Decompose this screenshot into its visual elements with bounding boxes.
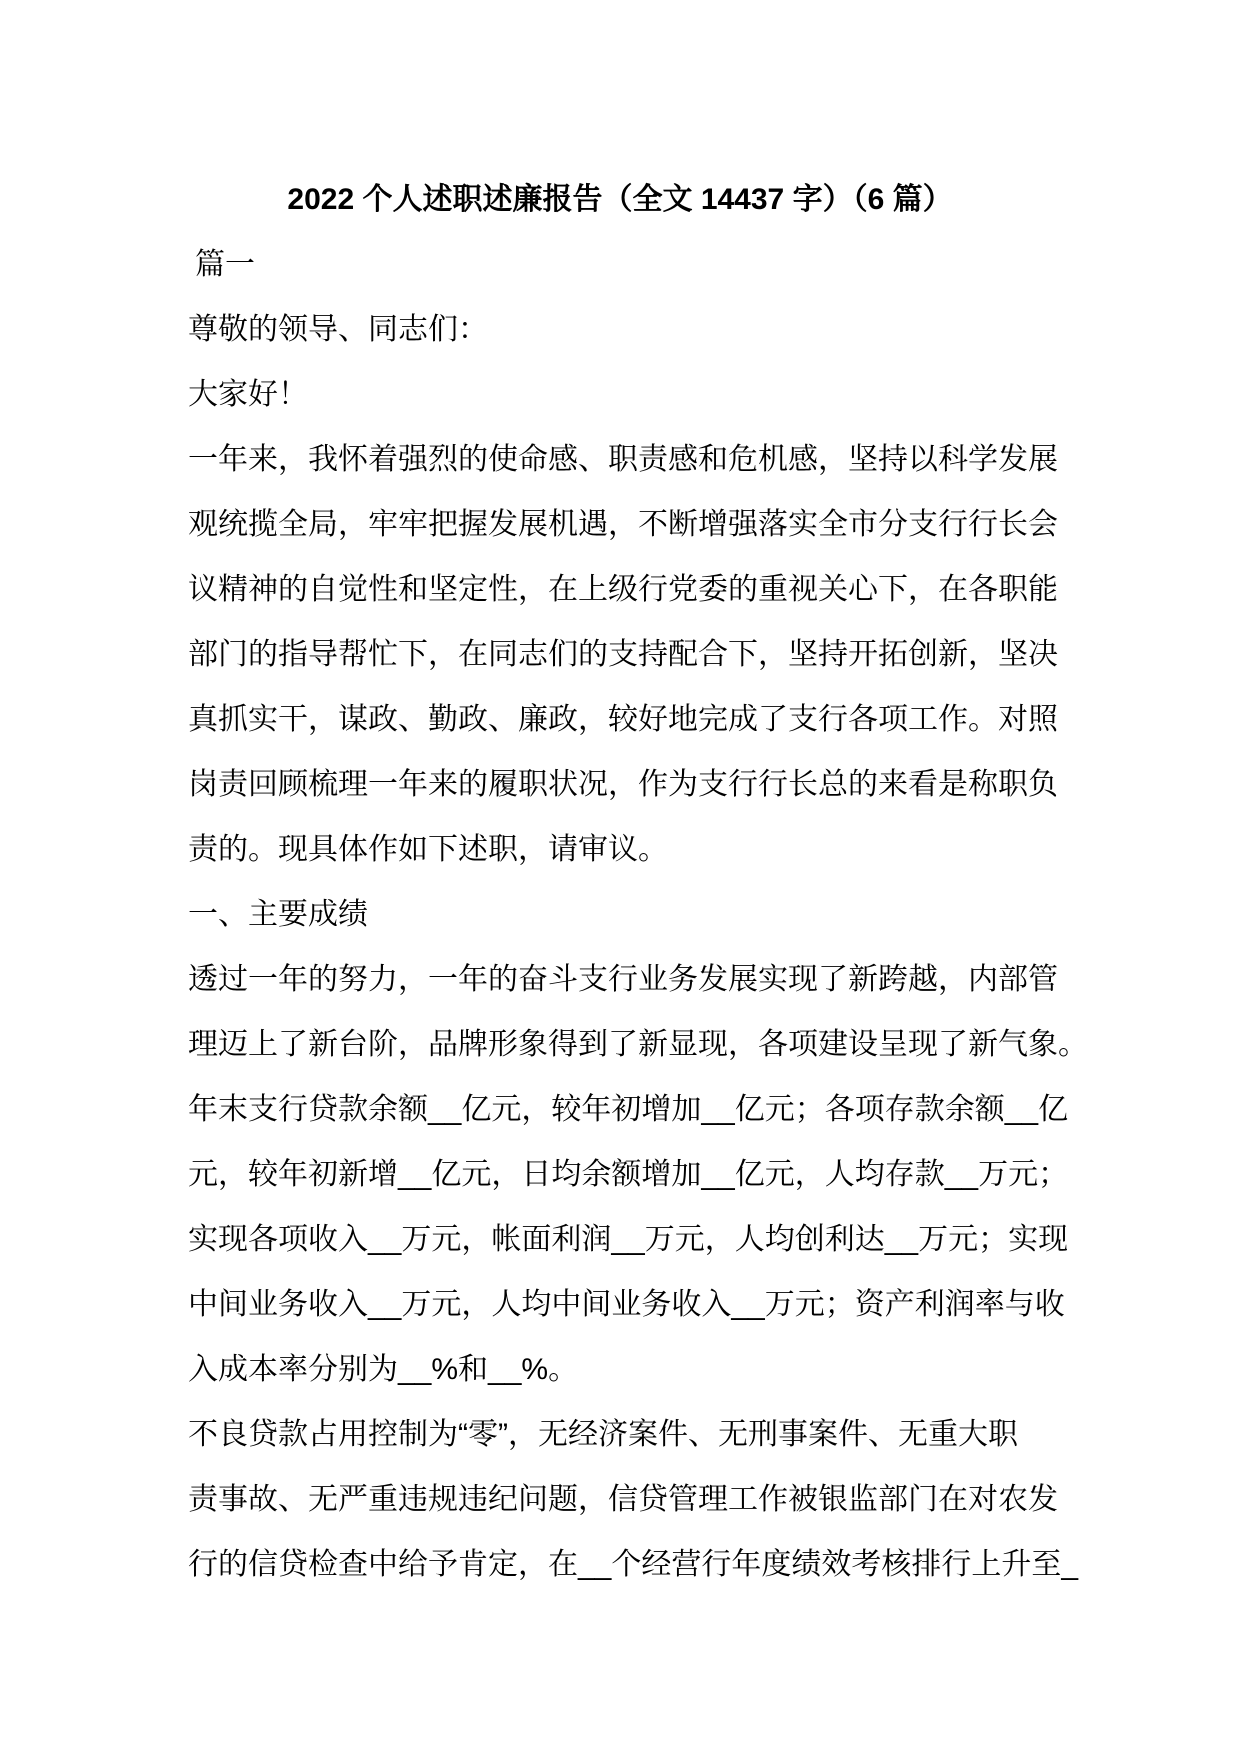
text-line: 责事故、无严重违规违纪问题，信贷管理工作被银监部门在对农发: [188, 1483, 1058, 1516]
text-line: 部门的指导帮忙下，在同志们的支持配合下，坚持开拓创新，坚决: [188, 638, 1058, 671]
text-line: 实现各项收入__万元，帐面利润__万元，人均创利达__万元；实现: [188, 1223, 1069, 1256]
intro-paragraph: [188, 427, 1120, 882]
text-line: 行的信贷检查中给予肯定，在__个经营行年度绩效考核排行上升至_: [188, 1548, 1079, 1581]
text-line: 元，较年初新增__亿元，日均余额增加__亿元，人均存款__万元；: [188, 1158, 1069, 1191]
greeting: 大家好！: [188, 378, 308, 411]
text-line: 责的。现具体作如下述职，请审议。: [188, 833, 668, 866]
text-line: 观统揽全局，牢牢把握发展机遇，不断增强落实全市分支行行长会: [188, 508, 1058, 541]
text-line: 透过一年的努力，一年的奋斗支行业务发展实现了新跨越，内部管: [188, 963, 1058, 996]
text-line: 议精神的自觉性和坚定性，在上级行党委的重视关心下，在各职能: [188, 573, 1058, 606]
section-heading: 一、主要成绩: [188, 898, 368, 931]
risk-control-paragraph: [188, 1402, 1120, 1597]
text-line: 理迈上了新台阶，品牌形象得到了新显现，各项建设呈现了新气象。: [188, 1028, 1088, 1061]
part-label: 篇一: [195, 248, 255, 281]
document-title: 2022 个人述职述廉报告（全文 14437 字）（6 篇）: [287, 183, 953, 216]
text-line: 岗责回顾梳理一年来的履职状况，作为支行行长总的来看是称职负: [188, 768, 1058, 801]
figures-paragraph: [188, 1077, 1120, 1402]
text-line: 入成本率分别为__%和__%。: [188, 1353, 579, 1386]
text-line: 不良贷款占用控制为“零”，无经济案件、无刑事案件、无重大职: [188, 1418, 1018, 1451]
text-line: 真抓实干，谋政、勤政、廉政，较好地完成了支行各项工作。对照: [188, 703, 1058, 736]
salutation: 尊敬的领导、同志们：: [188, 313, 488, 346]
achievements-paragraph: [188, 947, 1120, 1077]
text-line: 一年来，我怀着强烈的使命感、职责感和危机感，坚持以科学发展: [188, 443, 1058, 476]
text-line: 中间业务收入__万元，人均中间业务收入__万元；资产利润率与收: [188, 1288, 1065, 1321]
text-line: 年末支行贷款余额__亿元，较年初增加__亿元；各项存款余额__亿: [188, 1093, 1069, 1126]
